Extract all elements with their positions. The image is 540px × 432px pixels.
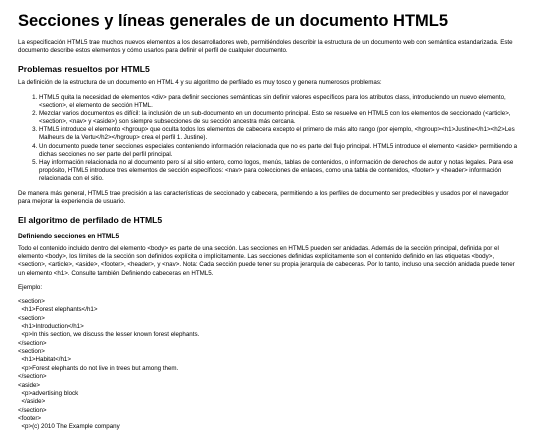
code-line: <p>advertising block [18, 389, 79, 397]
list-item: 5. Hay información relacionada no al documento pero sí al sitio entero, como logos, menús, tablas de contenidos, o información de derechos de autor y notas legales. Para ese propósito, HTML5 introduce tres elementos de sección específicos: <nav> para colecciones de enlaces, como una tabla de contenidos, <footer> y <header> información relacionada con el sitio. [39, 159, 522, 184]
problems-closing: De manera más general, HTML5 trae precisión a las características de seccionado y cabecera, permitiendo a los perfiles de documento ser predecibles y usados por el navegador para mejorar la experiencia de usuario. [18, 189, 509, 205]
code-line: </section> [18, 373, 47, 381]
section-heading-algorithm: El algoritmo de perfilado de HTML5 [18, 214, 163, 225]
code-line: <h1>Forest elephants</h1> [18, 306, 98, 314]
code-line: <p>Forest elephants do not live in trees but among them. [18, 364, 179, 372]
list-item: 3. HTML5 introduce el elemento <hgroup> que oculta todos los elementos de cabecera excepto el primero de más alto rango (por ejemplo, <hgroup><h1>Justine</h1><h2>Les Malheurs de la Vertu</h2></hgroup> crea el perfil 1. Justine). [39, 126, 522, 142]
subheading-defining-sections: Definiendo secciones en HTML5 [18, 232, 120, 240]
code-example [18, 298, 522, 432]
code-line: <p>In this section, we discuss the lesser known forest elephants. [18, 331, 200, 339]
sections-paragraph: Todo el contenido incluido dentro del elemento <body> es parte de una sección. Las secciones en HTML5 pueden ser anidadas. Además de la sección principal, definida por el elemento <body>, los límites de la sección son definidos explícita o implícitamente. Las secciones definidas explícitamente son el contenido definido en las etiquetas <body>, <section>, <article>, <aside>, <footer>, <header>, y <nav>. Nota: Cada sección puede tener su propia jerarquía de cabeceras. Por lo tanto, incluso una sección anidada puede tener un elemento <h1>. Consulte también Definiendo cabeceras en HTML5. [18, 244, 515, 277]
problems-lead: La definición de la estructura de un documento en HTML 4 y su algoritmo de perfilado es muy tosco y genera numerosos problemas: [18, 79, 382, 87]
list-item: 1. HTML5 quita la necesidad de elementos <div> para definir secciones semánticas sin definir valores específicos para los atributos class, introduciendo un nuevo elemento, <section>, el elemento de sección HTML. [39, 94, 522, 110]
code-line: <h1>Habitat</h1> [18, 356, 71, 364]
example-label: Ejemplo: [18, 283, 43, 291]
code-line: <section> [18, 297, 45, 305]
code-line: <aside> [18, 381, 41, 389]
code-line: </aside> [18, 398, 46, 406]
code-line: <footer> [18, 414, 42, 422]
list-item: 2. Mezclar varios documentos es difícil: la inclusión de un sub-documento en un documento principal. Esto se resuelve en HTML5 con los elementos de seccionado (<article>, <section>, <nav> y <aside>) son siempre subsecciones de su sección ancestra más cercana. [39, 110, 522, 126]
code-line: <section> [18, 314, 45, 322]
section-heading-problems: Problemas resueltos por HTML5 [18, 64, 150, 75]
problems-list [18, 94, 522, 184]
code-line: <section> [18, 348, 45, 356]
code-line: <p>(c) 2010 The Example company [18, 423, 120, 431]
page-title: Secciones y líneas generales de un documento HTML5 [18, 12, 449, 30]
code-line: </section> [18, 339, 47, 347]
code-line: <h1>Introduction</h1> [18, 322, 84, 330]
code-line: </section> [18, 406, 47, 414]
intro-paragraph: La especificación HTML5 trae muchos nuevos elementos a los desarrolladores web, permitiéndoles describir la estructura de un documento web con semántica estandarizada. Este documento describe estos elementos y cómo usarlos para definir el perfil de cualquier documento. [18, 38, 513, 55]
list-item: 4. Un documento puede tener secciones especiales conteniendo información relacionada que no es parte del flujo principal. HTML5 introduce el elemento <aside> permitiendo a dichas secciones no ser parte del perfil principal. [39, 143, 522, 159]
